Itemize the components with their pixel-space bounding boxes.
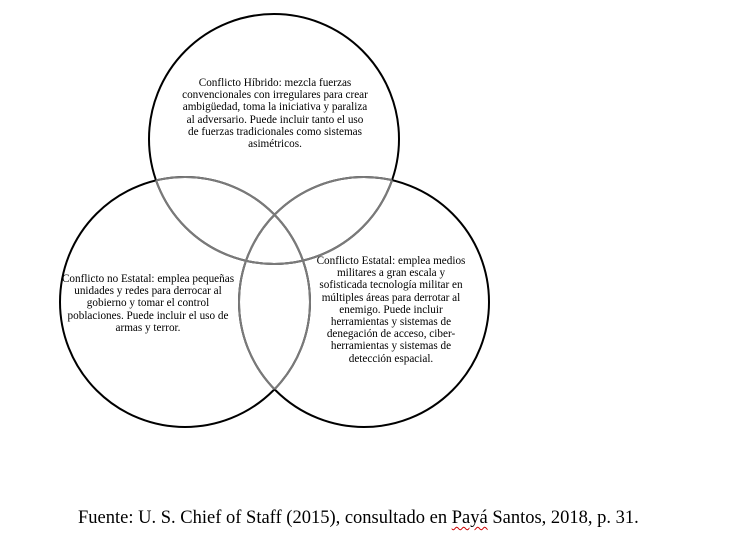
non-state-conflict-text: Conflicto no Estatal: emplea pequeñas unidades y redes para derrocar al gobierno y tomar el control poblaciones. Puede incluir el uso de armas y terror. — [61, 273, 235, 334]
hybrid-conflict-text: Conflicto Híbrido: mezcla fuerzas convencionales con irregulares para crear ambigüedad, toma la iniciativa y paraliza al adversario. Puede incluir tanto el uso de fuerzas tradicionales como sistemas asimétricos. — [182, 77, 368, 151]
caption-text-after: Santos, 2018, p. 31. — [487, 508, 639, 528]
caption-text-before: Fuente: U. S. Chief of Staff (2015), consultado en — [78, 508, 452, 528]
caption-flagged-word: Payá — [451, 508, 488, 528]
source-caption — [78, 507, 639, 529]
state-conflict-text: Conflicto Estatal: emplea medios militares a gran escala y sofisticada tecnología militar en múltiples áreas para derrotar al enemigo. Puede incluir herramientas y sistemas de denegación de acceso, ciber-herramientas y sistemas de detección espacial. — [316, 255, 466, 365]
overlap-arcs — [60, 14, 489, 427]
